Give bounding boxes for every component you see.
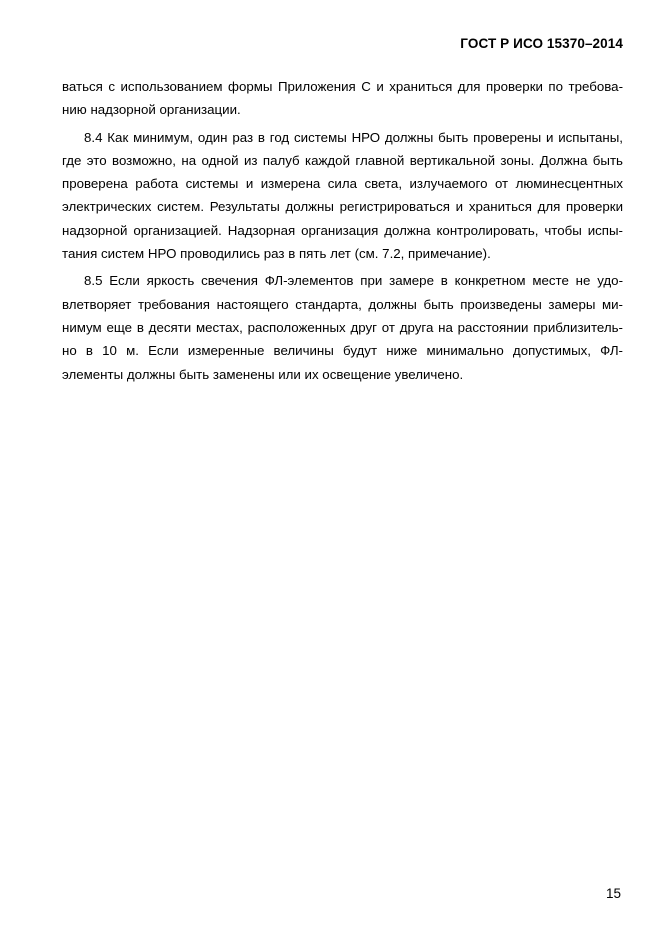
text-line: надзорной организацией. Надзорная организация должна контролировать, чтобы испы- [62, 222, 623, 238]
text-line: элементы должны быть заменены или их освещение увеличено. [62, 366, 464, 382]
text-line: нию надзорной организации. [62, 102, 241, 118]
text-line: но в 10 м. Если измеренные величины будут ниже минимально допустимых, ФЛ- [62, 343, 623, 359]
document-header [460, 36, 623, 51]
text-line: 8.5 Если яркость свечения ФЛ-элементов при замере в конкретном месте не удо- [84, 273, 623, 289]
paragraph-8-4 [62, 126, 623, 266]
text-line: 8.4 Как минимум, один раз в год системы НРО должны быть проверены и испытаны, [84, 129, 623, 145]
document-body [62, 75, 623, 390]
paragraph-8-5 [62, 269, 623, 385]
text-line: электрических систем. Результаты должны регистрироваться и храниться для проверки [62, 199, 623, 215]
text-line: ваться с использованием формы Приложения С и храниться для проверки по требова- [62, 79, 623, 94]
text-line: нимум еще в десяти местах, расположенных друг от друга на расстоянии приблизитель- [62, 319, 623, 335]
text-line: тания систем НРО проводились раз в пять лет (см. 7.2, примечание). [62, 246, 491, 262]
text-line: проверена работа системы и измерена сила света, излучаемого от люминесцентных [62, 176, 623, 192]
paragraph-continuation [62, 75, 623, 122]
page-number: 15 [605, 886, 621, 901]
text-line: влетворяет требования настоящего стандарта, должны быть произведены замеры ми- [62, 296, 623, 312]
standard-id: ГОСТ Р ИСО 15370–2014 [460, 36, 623, 51]
text-line: где это возможно, на одной из палуб каждой главной вертикальной зоны. Должна быть [62, 152, 623, 168]
